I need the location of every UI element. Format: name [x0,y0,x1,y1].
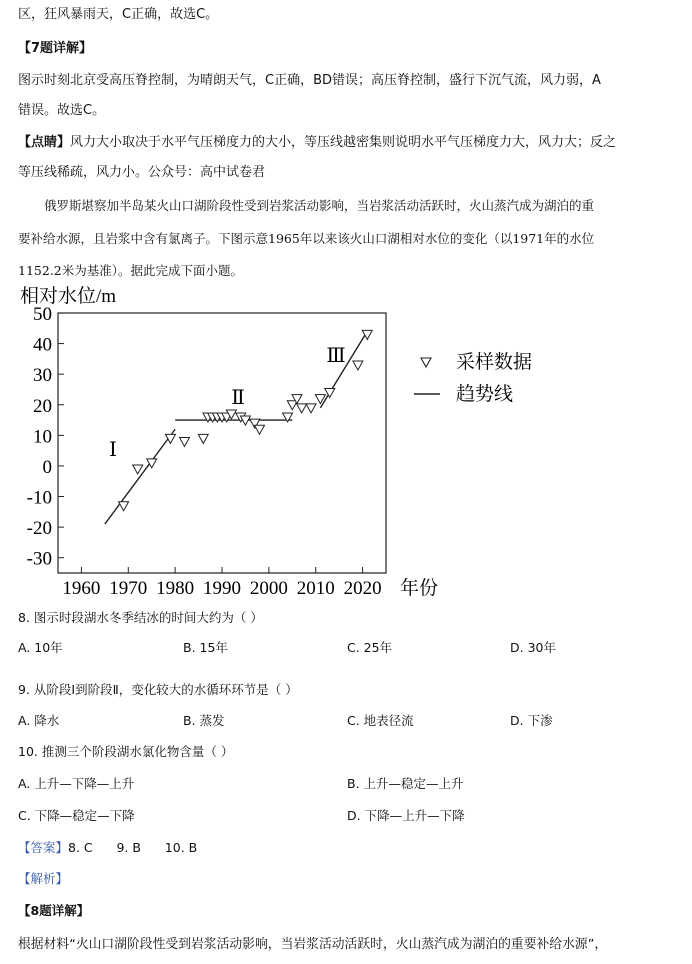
y-tick-label: 0 [42,456,52,478]
water-level-chart [0,280,692,610]
material-line: 1152.2米为基准）。据此完成下面小题。 [18,263,243,278]
stage-label-2: Ⅱ [231,387,245,409]
stage-label-3: Ⅲ [326,345,346,367]
y-tick-label: 10 [33,426,52,448]
section-heading-7: 【7题详解】 [18,41,93,56]
q8-option-b[interactable]: B. 15年 [183,640,228,655]
q9-option-c[interactable]: C. 地表径流 [347,713,414,728]
q10-option-b[interactable]: B. 上升—稳定—上升 [347,776,464,791]
y-tick-label: 50 [33,304,52,325]
q9-option-a[interactable]: A. 降水 [18,713,60,728]
q8-option-c[interactable]: C. 25年 [347,640,393,655]
sample-point [254,425,264,434]
answer-line [18,838,197,856]
answer-text: 8. C 9. B 10. B [68,840,198,855]
material-line: 要补给水源，且岩浆中含有氯离子。下图示意1965年以来该火山口湖相对水位的变化（以1971年的水位 [18,231,595,246]
text-line: 区，狂风暴雨天，C正确，故选C。 [18,7,219,22]
y-tick-label: 30 [33,365,52,387]
legend-trend: 趋势线 [456,384,514,405]
tip-text: 风力大小取决于水平气压梯度力的大小，等压线越密集则说明水平气压梯度力大，风力大；反之 [70,135,617,150]
text-line: 等压线稀疏，风力小。公众号：高中试卷君 [18,165,266,180]
x-tick-label: 1970 [109,578,148,599]
sample-point [353,361,363,370]
question-8-stem: 8. 图示时段湖水冬季结冰的时间大约为（ ） [18,610,263,625]
text-line: 根据材料“火山口湖阶段性受到岩浆活动影响，当岩浆活动活跃时，火山蒸汽成为湖泊的重要补给水源”， [18,937,608,952]
legend-triangle-icon [421,358,431,367]
sample-point [306,404,316,413]
sample-point [325,389,335,398]
question-9-stem: 9. 从阶段Ⅰ到阶段Ⅱ，变化较大的水循环环节是（ ） [18,682,298,697]
sample-point [133,465,143,474]
material-line: 俄罗斯堪察加半岛某火山口湖阶段性受到岩浆活动影响，当岩浆活动活跃时，火山蒸汽成为湖泊的重 [44,198,595,213]
y-tick-label: -20 [26,518,52,540]
q9-option-d[interactable]: D. 下渗 [510,713,553,728]
text-line: 图示时刻北京受高压脊控制，为晴朗天气，C正确，BD错误；高压脊控制，盛行下沉气流，风力弱，A [18,73,601,88]
analysis-label: 【解析】 [18,871,69,886]
x-axis-label: 年份 [400,578,439,599]
tip-line [18,134,616,152]
x-tick-label: 1960 [62,578,101,599]
q10-option-a[interactable]: A. 上升—下降—上升 [18,776,135,791]
answer-label: 【答案】 [18,840,69,855]
tip-label: 【点睛】 [18,135,71,150]
y-tick-label: 40 [33,334,52,356]
x-tick-label: 2010 [296,578,335,599]
y-axis-label: 相对水位/m [20,286,117,307]
y-tick-label: -10 [26,487,52,509]
sample-point [198,434,208,443]
sample-point [119,502,129,511]
y-tick-label: -30 [26,548,52,570]
sample-point [180,437,190,446]
q9-option-b[interactable]: B. 蒸发 [183,713,225,728]
trend-line [320,331,367,407]
sample-point [297,404,307,413]
stage-label-1: Ⅰ [109,439,117,461]
q8-option-a[interactable]: A. 10年 [18,640,63,655]
x-tick-label: 1990 [203,578,241,599]
text-line: 错误。故选C。 [18,103,106,118]
section-heading-8: 【8题详解】 [18,903,90,918]
x-tick-label: 1980 [156,578,195,599]
y-tick-label: 20 [33,395,52,417]
sample-point [165,434,175,443]
x-tick-label: 2020 [343,578,382,599]
legend-samples: 采样数据 [456,352,533,373]
question-10-stem: 10. 推测三个阶段湖水氯化物含量（ ） [18,744,234,759]
x-tick-label: 2000 [249,578,288,599]
q10-option-c[interactable]: C. 下降—稳定—下降 [18,808,135,823]
q10-option-d[interactable]: D. 下降—上升—下降 [347,808,465,823]
q8-option-d[interactable]: D. 30年 [510,640,556,655]
